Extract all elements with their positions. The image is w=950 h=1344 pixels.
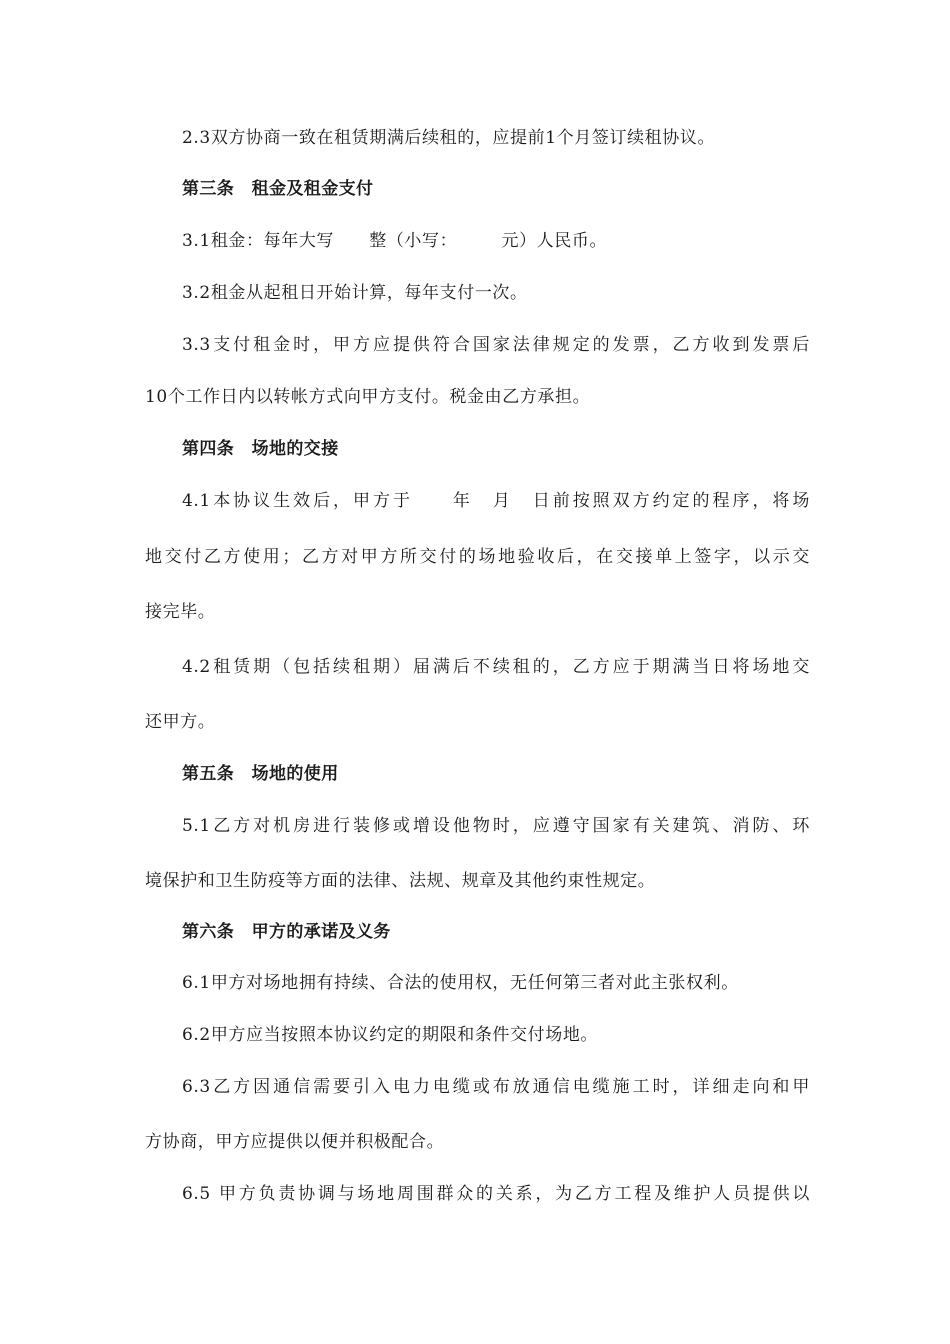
clause-6-5-line-1: 6.5 甲方负责协调与场地周围群众的关系，为乙方工程及维护人员提供以: [182, 1184, 810, 1204]
clause-4-1-line-2: 地交付乙方使用；乙方对甲方所交付的场地验收后，在交接单上签字，以示交: [145, 547, 810, 567]
clause-5-1-line-1: 5.1乙方对机房进行装修或增设他物时，应遵守国家有关建筑、消防、环: [182, 816, 810, 836]
clause-4-1-line-3: 接完毕。: [145, 602, 216, 622]
clause-4-1-line-1: 4.1本协议生效后，甲方于 年 月 日前按照双方约定的程序，将场: [182, 491, 810, 511]
clause-4-2-line-1: 4.2租赁期（包括续租期）届满后不续租的，乙方应于期满当日将场地交: [182, 657, 810, 677]
article-3-heading: 第三条 租金及租金支付: [182, 179, 374, 199]
clause-3-3-line-2: 10个工作日内以转帐方式向甲方支付。税金由乙方承担。: [145, 387, 591, 407]
clause-6-1: 6.1甲方对场地拥有持续、合法的使用权，无任何第三者对此主张权利。: [182, 973, 739, 993]
clause-3-3-line-1: 3.3支付租金时，甲方应提供符合国家法律规定的发票，乙方收到发票后: [182, 335, 810, 355]
article-6-heading: 第六条 甲方的承诺及义务: [182, 922, 391, 942]
clause-3-2: 3.2租金从起租日开始计算，每年支付一次。: [182, 283, 528, 303]
article-5-heading: 第五条 场地的使用: [182, 764, 339, 784]
clause-6-2: 6.2甲方应当按照本协议约定的期限和条件交付场地。: [182, 1025, 599, 1045]
clause-6-3-line-2: 方协商，甲方应提供以便并积极配合。: [145, 1132, 445, 1152]
clause-4-2-line-2: 还甲方。: [145, 712, 216, 732]
clause-3-1: 3.1租金：每年大写 整（小写： 元）人民币。: [182, 231, 608, 251]
clause-6-3-line-1: 6.3乙方因通信需要引入电力电缆或布放通信电缆施工时，详细走向和甲: [182, 1077, 810, 1097]
clause-2-3: 2.3双方协商一致在租赁期满后续租的，应提前1个月签订续租协议。: [182, 128, 716, 148]
article-4-heading: 第四条 场地的交接: [182, 439, 339, 459]
clause-5-1-line-2: 境保护和卫生防疫等方面的法律、法规、规章及其他约束性规定。: [145, 871, 656, 891]
